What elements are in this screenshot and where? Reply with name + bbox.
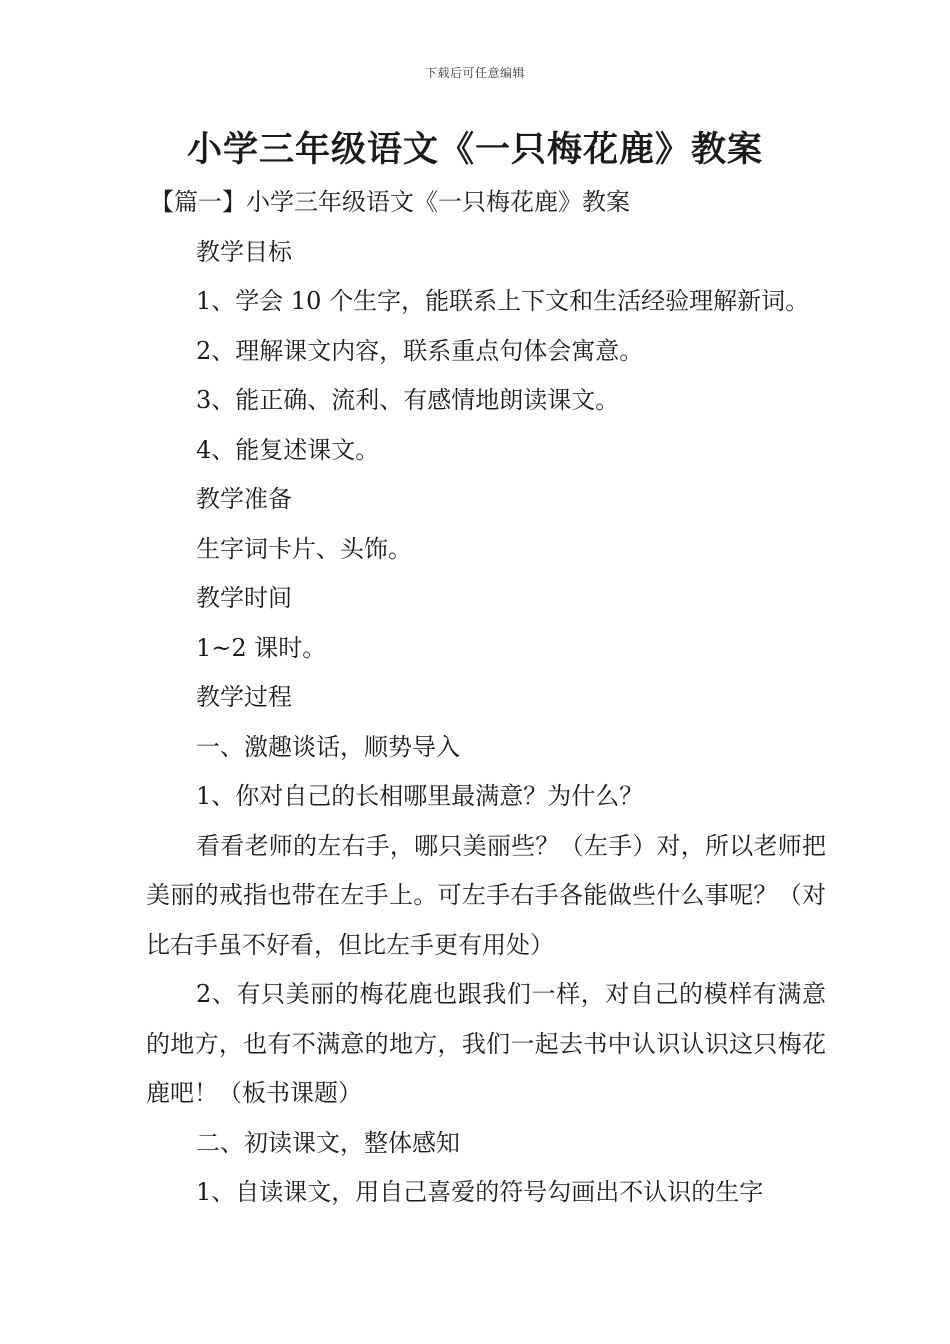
header-note: 下载后可任意编辑 — [424, 66, 525, 80]
section-heading: 【篇一】小学三年级语文《一只梅花鹿》教案 — [150, 188, 630, 216]
process-step-1-item-1: 1、你对自己的长相哪里最满意？为什么？ — [196, 782, 644, 810]
document-body — [146, 178, 826, 1218]
heading-teaching-goals: 教学目标 — [196, 237, 292, 266]
prep-text: 生字词卡片、头饰。 — [196, 534, 412, 563]
process-step-2-item-1: 1、自读课文，用自己喜爱的符号勾画出不认识的生字 — [196, 1178, 764, 1206]
document-title: 小学三年级语文《一只梅花鹿》教案 — [186, 130, 763, 170]
goal-item-4: 4、能复述课文。 — [196, 435, 380, 464]
process-step-1-heading: 一、激趣谈话，顺势导入 — [196, 732, 460, 761]
heading-teaching-prep: 教学准备 — [196, 485, 292, 513]
process-step-2-heading: 二、初读课文，整体感知 — [196, 1128, 460, 1157]
heading-teaching-process: 教学过程 — [196, 683, 292, 711]
goal-item-2: 2、理解课文内容，联系重点句体会寓意。 — [196, 336, 644, 365]
goal-item-3: 3、能正确、流利、有感情地朗读课文。 — [196, 386, 620, 414]
time-text: 1~2 课时。 — [196, 633, 327, 662]
heading-teaching-time: 教学时间 — [196, 584, 292, 612]
paragraph-deer-intro: 2、有只美丽的梅花鹿也跟我们一样，对自己的模样有满意的地方，也有不满意的地方，我们一起去书中认识认识这只梅花鹿吧！（板书课题） — [146, 980, 826, 1107]
goal-item-1: 1、学会 10 个生字，能联系上下文和生活经验理解新词。 — [196, 287, 810, 315]
paragraph-hands: 看看老师的左右手，哪只美丽些？（左手）对，所以老师把美丽的戒指也带在左手上。可左手右手各能做些什么事呢？（对比右手虽不好看，但比左手更有用处） — [146, 831, 826, 959]
